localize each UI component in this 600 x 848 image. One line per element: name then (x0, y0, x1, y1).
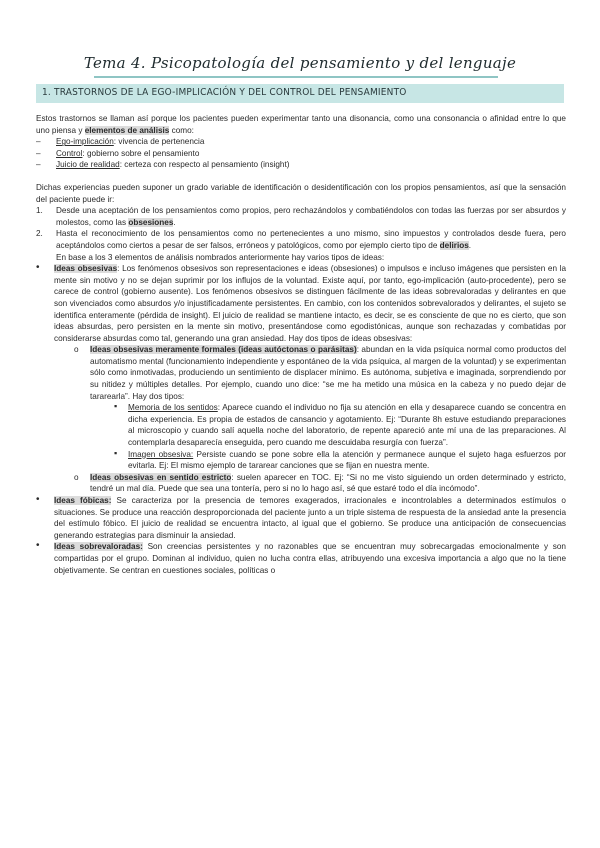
section-header (36, 84, 564, 103)
experiences-paragraph: Dichas experiencias pueden suponer un grado variable de identificación o desidentificación con los propios pensamientos, así que la sensación del paciente puede ir: (36, 182, 566, 204)
bullet-sobrevaloradas: • Ideas sobrevaloradas: Son creencias persistentes y no razonables que se encuentran muy sobrecargadas emocionalmente y son compartidas por el grupo. Dominan al individuo, quien no lucha contra ellas, atribuyendo una excesiva importancia a algo que no la tiene objetivamente. Se centran en cuestiones sociales, políticas o (36, 540, 566, 575)
summary-line: En base a los 3 elementos de análisis nombrados anteriormente hay varios tipos de ideas: (56, 252, 385, 262)
intro-paragraph: Estos trastornos se llaman así porque los pacientes pueden experimentar tanto una disonancia, como una consonancia o afinidad entre lo que uno piensa y elementos de análisis como: (36, 114, 566, 135)
sub-memoria: ▪ Memoria de los sentidos: Aparece cuando el individuo no fija su atención en ella y desaparece cuando se concentra en dicha experiencia. Es propia de estados de cansancio y agotamiento. Ej: “Durante 8h estuve estudiando preparaciones al microscopio y cuando salí aquella noche del laboratorio, de repente apareció ante mí una de las preparaciones. Al contemplarla desaparecía enseguida, pero cuando me descuidaba resurgía con fuerza”. (114, 401, 566, 448)
sub-imagen: ▪ Imagen obsesiva: Persiste cuando se pone sobre ella la atención y permanece aunque el sujeto haga esfuerzos por evitarla. Ej: El mismo ejemplo de tararear canciones que se fijan en nuestra mente. (114, 447, 566, 471)
sub-formales: o Ideas obsesivas meramente formales (ideas autóctonas o parásitas): abundan en la vida psíquica normal como productos del automatismo mental (funcionamiento independiente y espontáneo de la vida psíquica, al margen de la voluntad) y se experimentan sólo como inmotivadas, produciendo un sentimiento de displacer mínimo. Es autónoma, subjetiva e imaginada, sorprendiendo por su nitidez y múltiples detalles. Por ejemplo, cuando uno dice: “se me ha metido una música en la cabeza y no puedo dejar de tararearla”. Hay dos tipos: (74, 345, 567, 401)
title-underline (94, 76, 498, 78)
section-title: 1. TRASTORNOS DE LA EGO-IMPLICACIÓN Y DEL CONTROL DEL PENSAMIENTO (42, 87, 407, 98)
sub-estricto: o Ideas obsesivas en sentido estricto: suelen aparecer en TOC. Ej: “Si no me visto siguiendo un orden determinado y estricto, tendré un mal día. Puede que sea una tontería, pero si no lo hago así, sé que estaré todo el día incómodo”. (74, 472, 566, 494)
numbered-item-1: 1. Desde una aceptación de los pensamientos como propios, pero rechazándolos y combatiéndolos con todas las fuerzas por ser absurdos y molestos, como las obsesiones. (36, 206, 566, 227)
list-item: – Control: gobierno sobre el pensamiento (36, 148, 200, 158)
bullet-fobicas: • Ideas fóbicas: Se caracteriza por la presencia de temores exagerados, irracionales e incontrolables a determinados estímulos o situaciones. Se produce una reacción desproporcionada del paciente junto a un triple sistema de respuesta de la ansiedad ante la presencia del estímulo fóbico. El juicio de realidad se encuentra intacto, al igual que el gobierno. Se produce una anticipación de consecuencias generando estrategias para disminuir la ansiedad. (36, 494, 566, 540)
document-body (36, 113, 566, 576)
page-title: Tema 4. Psicopatología del pensamiento y del lenguaje (83, 54, 517, 72)
numbered-item-2: 2. Hasta el reconocimiento de los pensamientos como no pertenecientes a uno mismo, sino impuestos y controlados desde fuera, pero aceptándolos como ciertos a pesar de ser falsos, erróneos y patológicos, como por ejemplo cierto tipo de delirios. (36, 229, 566, 250)
list-item: – Ego-implicación: vivencia de pertenencia (36, 137, 205, 147)
bullet-obsesivas: • Ideas obsesivas: Los fenómenos obsesivos son representaciones e ideas (obsesiones) o impulsos e incluso imágenes que persisten en la mente sin motivo y no se dejan suprimir por los influjos de la voluntad. Existe aquí, por tanto, ego-implicación (auto-procedente), pero se carece de control (gobierno ausente). Los fenómenos obsesivos se distinguen fácilmente de las ideas sobrevaloradas y delirantes en que son vivenciados como absurdos y/o injustificadamente persistentes. En cambio, con los contenidos sobrevalorados y delirantes, el sujeto se identifica enteramente (pérdida de insight). El juicio de realidad se mantiene intacto, es decir, se es consciente de que no es cierto, que son ideas absurdas, pero persisten en la mente sin motivo, presentándose como egodistónicas, aunque son rechazadas y combatidas por considerarse absurdas como tal, generando una gran ansiedad. Hay dos tipos de ideas obsesivas: (36, 262, 566, 343)
list-item: – Juicio de realidad: certeza con respecto al pensamiento (insight) (36, 160, 290, 170)
